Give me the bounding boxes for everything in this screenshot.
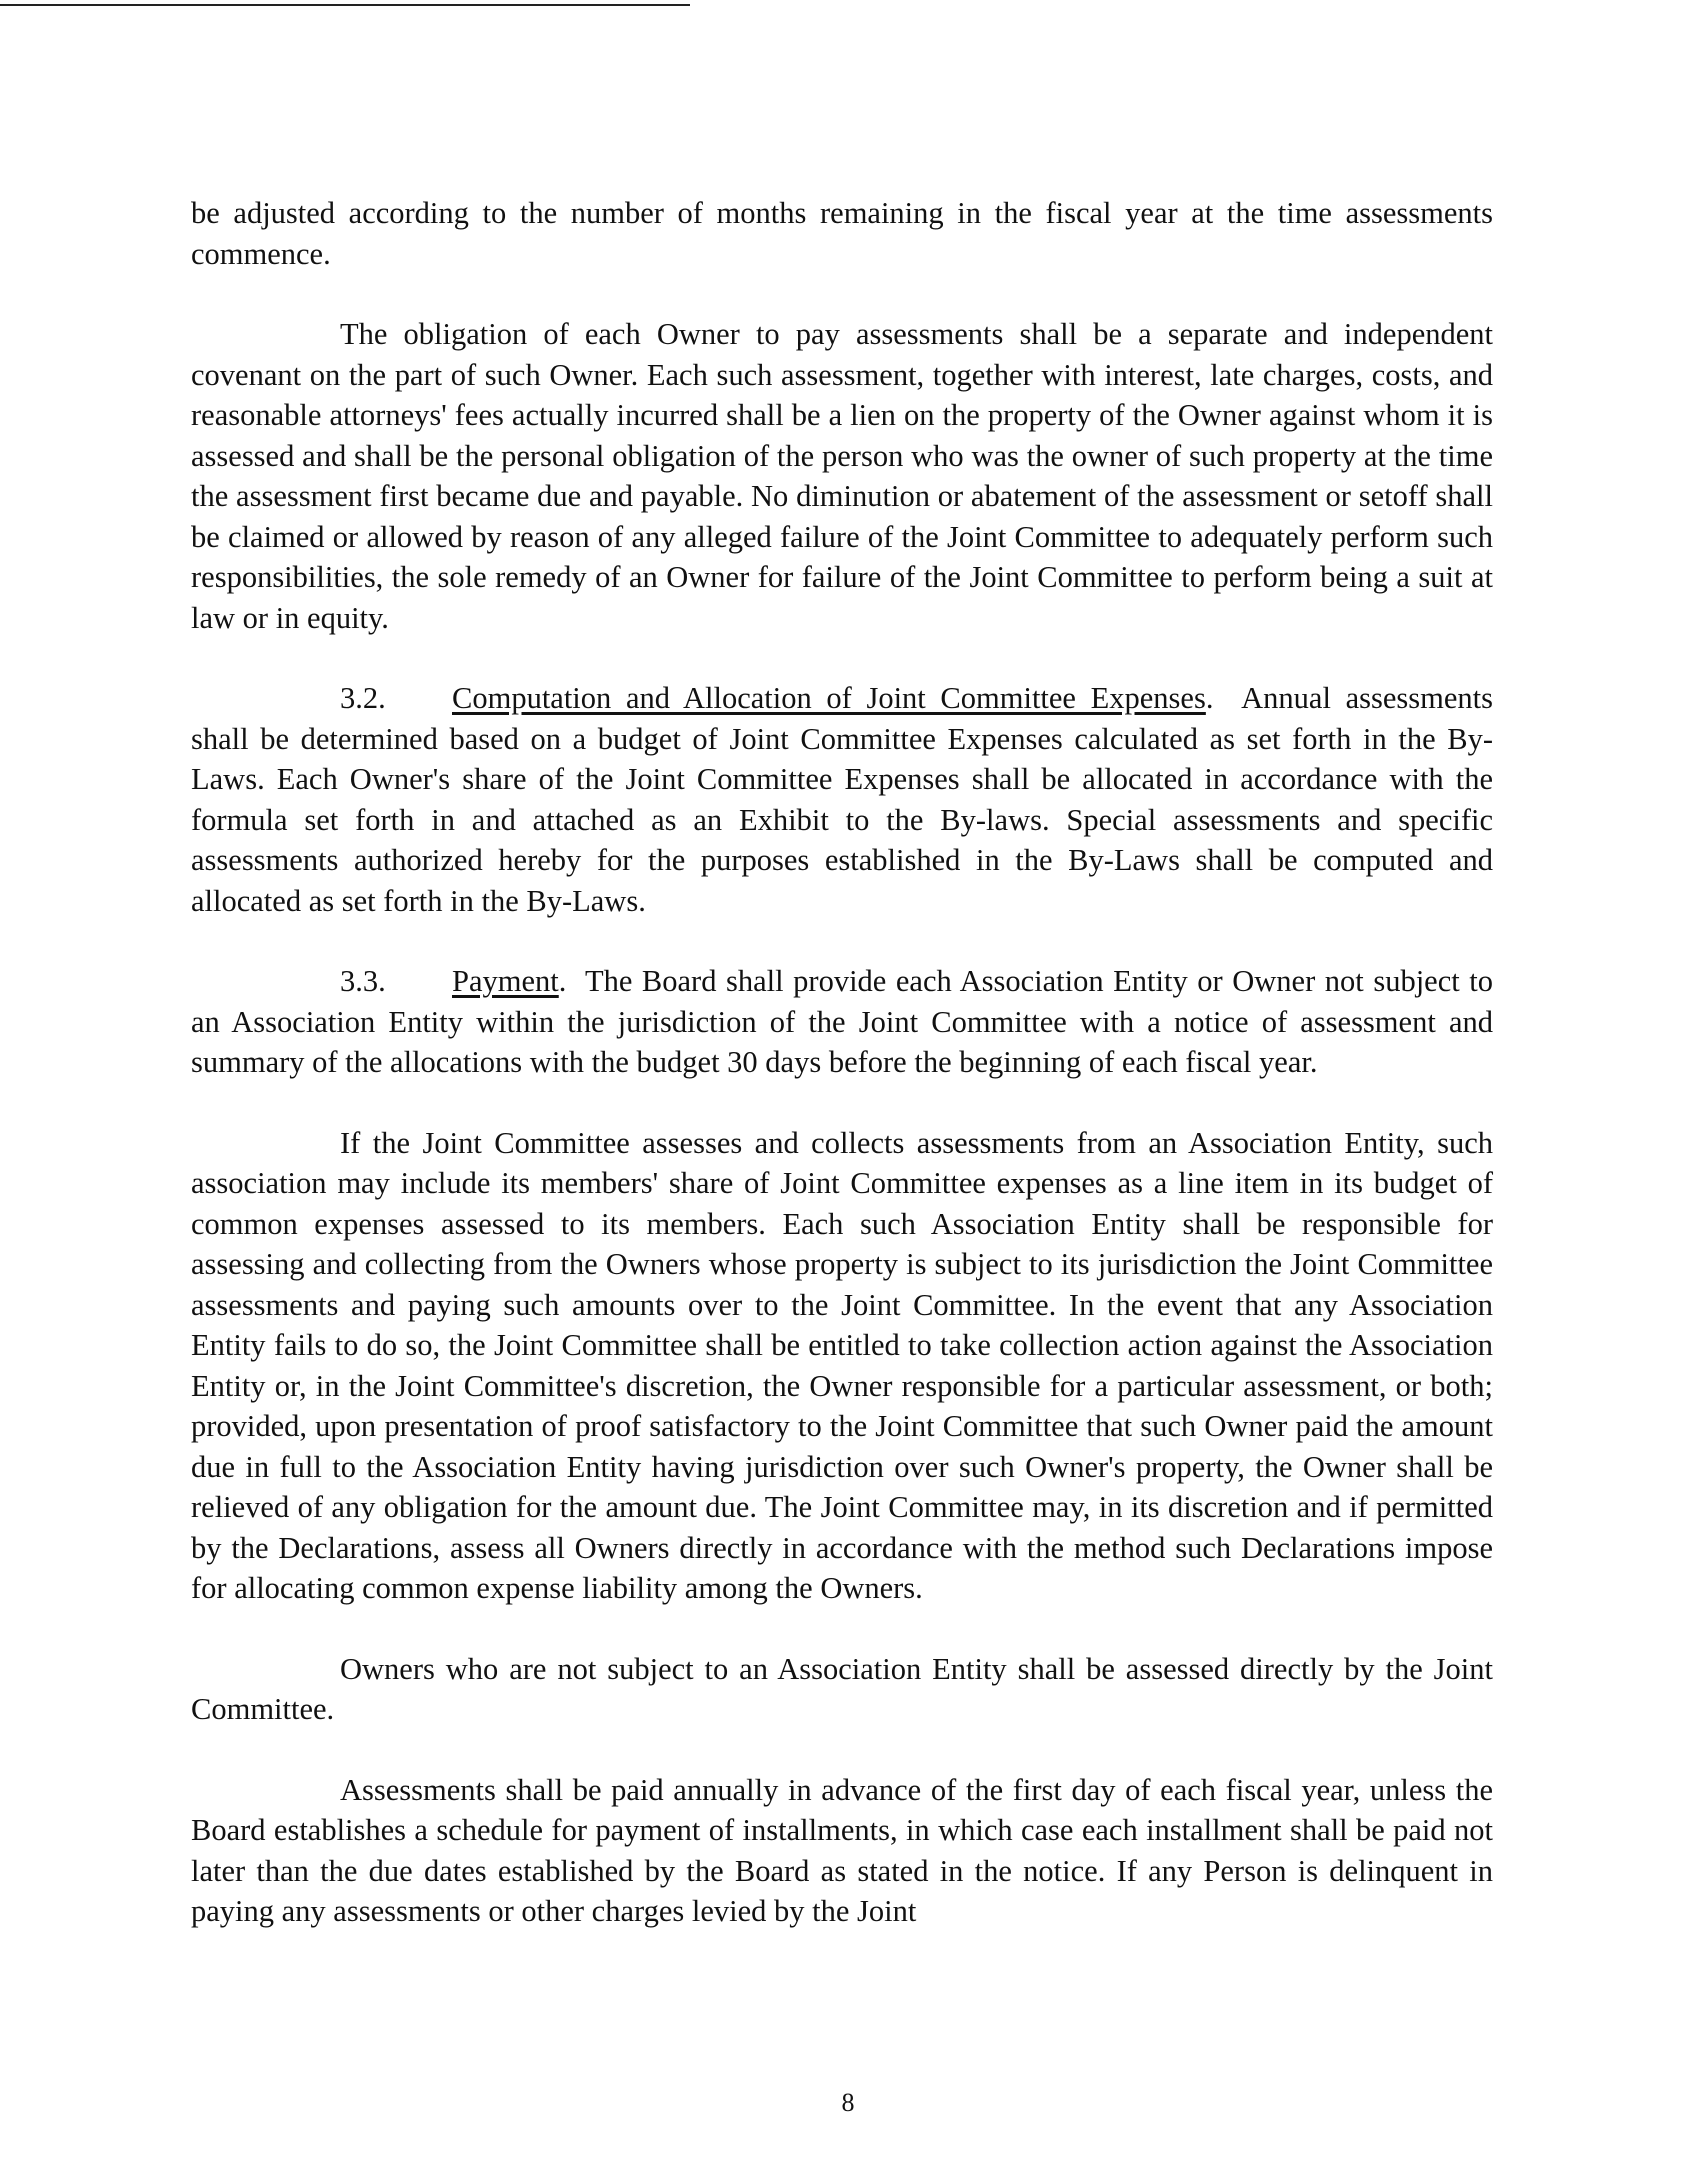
section-body: Annual assessments shall be determined based on a budget of Joint Committee Expenses calculated as set forth in the By-Laws. Each Owner's share of the Joint Committee Expenses shall be allocated in accordance with the formula set forth in and attached as an Exhibit to the By-laws. Special assessments and specific assessments authorized hereby for the purposes established in the By-Laws shall be computed and allocated as set forth in the By-Laws. [191, 681, 1493, 918]
section-number: 3.2. [340, 681, 386, 715]
section-3-2: 3.2. Computation and Allocation of Joint Committee Expenses. Annual assessments shall be determined based on a budget of Joint Committee Expenses calculated as set forth in the By-Laws. Each Owner's share of the Joint Committee Expenses shall be allocated in accordance with the formula set forth in and attached as an Exhibit to the By-laws. Special assessments and specific assessments authorized hereby for the purposes established in the By-Laws shall be computed and allocated as set forth in the By-Laws. [191, 678, 1493, 921]
page-number: 8 [841, 2088, 855, 2117]
section-heading: Payment [452, 964, 559, 998]
section-body: The Board shall provide each Association Entity or Owner not subject to an Association Entity within the jurisdiction of the Joint Committee with a notice of assessment and summary of the allocations with the budget 30 days before the beginning of each fiscal year. [191, 964, 1493, 1079]
paragraph-payment-schedule: Assessments shall be paid annually in advance of the first day of each fiscal year, unless the Board establishes a schedule for payment of installments, in which case each installment shall be paid not later than the due dates established by the Board as stated in the notice. If any Person is delinquent in paying any assessments or other charges levied by the Joint [191, 1772, 1493, 1928]
section-heading: Computation and Allocation of Joint Committee Expenses [452, 681, 1206, 715]
paragraph-direct-assessment: Owners who are not subject to an Association Entity shall be assessed directly by the Joint Committee. [191, 1651, 1493, 1726]
paragraph-association-collection: If the Joint Committee assesses and collects assessments from an Association Entity, such association may include its members' share of Joint Committee expenses as a line item in its budget of common expenses assessed to its members. Each such Association Entity shall be responsible for assessing and collecting from the Owners whose property is subject to its jurisdiction the Joint Committee assessments and paying such amounts over to the Joint Committee. In the event that any Association Entity fails to do so, the Joint Committee shall be entitled to take collection action against the Association Entity or, in the Joint Committee's discretion, the Owner responsible for a particular assessment, or both; provided, upon presentation of proof satisfactory to the Joint Committee that such Owner paid the amount due in full to the Association Entity having jurisdiction over such Owner's property, the Owner shall be relieved of any obligation for the amount due. The Joint Committee may, in its discretion and if permitted by the Declarations, assess all Owners directly in accordance with the method such Declarations impose for allocating common expense liability among the Owners. [191, 1125, 1493, 1605]
paragraph-owner-obligation: The obligation of each Owner to pay assessments shall be a separate and independent covenant on the part of such Owner. Each such assessment, together with interest, late charges, costs, and reasonable attorneys' fees actually incurred shall be a lien on the property of the Owner against whom it is assessed and shall be the personal obligation of the person who was the owner of such property at the time the assessment first became due and payable. No diminution or abatement of the assessment or setoff shall be claimed or allowed by reason of any alleged failure of the Joint Committee to adequately perform such responsibilities, the sole remedy of an Owner for failure of the Joint Committee to perform being a suit at law or in equity. [191, 317, 1493, 635]
document-page [191, 193, 1493, 1972]
top-edge-rule [0, 4, 690, 6]
section-number: 3.3. [340, 964, 386, 998]
paragraph-continuation: be adjusted according to the number of months remaining in the fiscal year at the time assessments commence. [191, 196, 1493, 271]
section-3-3: 3.3. Payment. The Board shall provide each Association Entity or Owner not subject to an Association Entity within the jurisdiction of the Joint Committee with a notice of assessment and summary of the allocations with the budget 30 days before the beginning of each fiscal year. [191, 961, 1493, 1083]
